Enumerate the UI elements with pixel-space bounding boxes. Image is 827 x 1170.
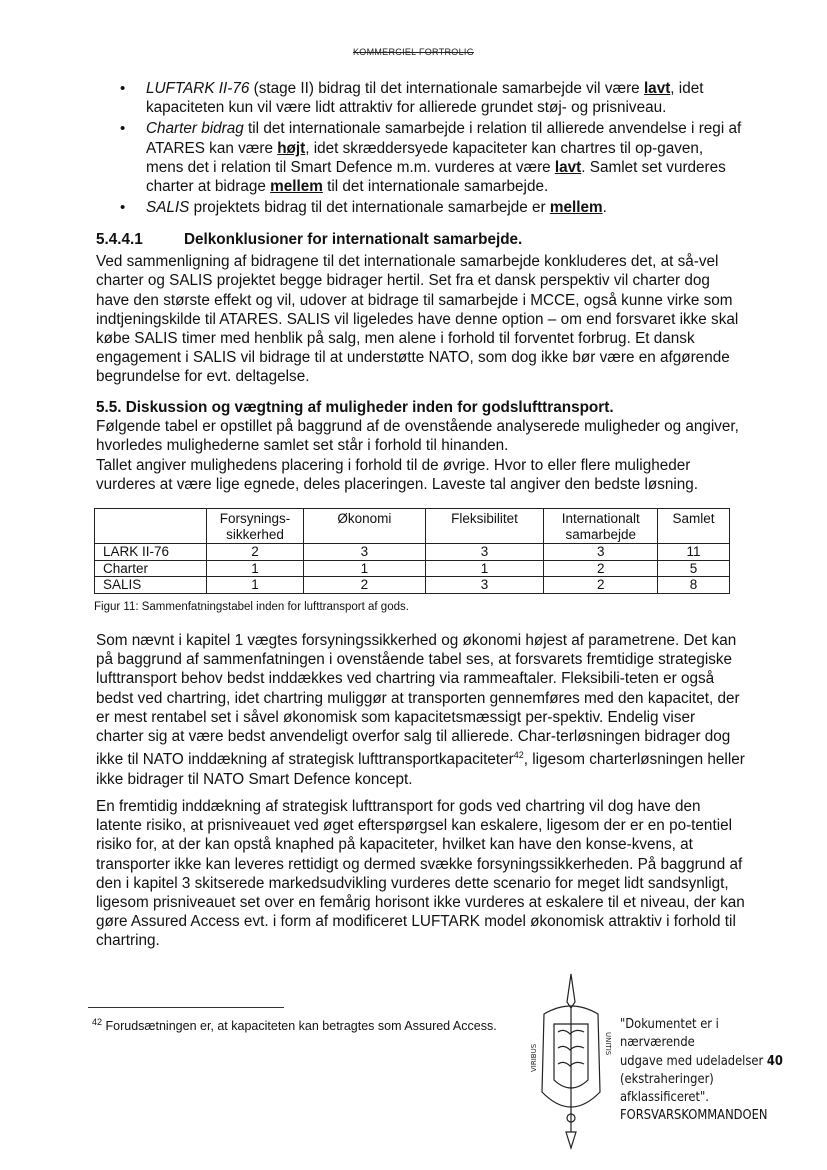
bullet-luftark-term: LUFTARK II-76 <box>146 80 250 97</box>
table-cell: 11 <box>657 544 729 561</box>
table-header-blank <box>95 509 207 544</box>
bullet-charter-text-3: . Samlet set vurderes charter at bidrage <box>146 158 726 196</box>
table-cell-label: SALIS <box>95 577 207 594</box>
footnote-reference: 42 <box>513 750 524 761</box>
assessment-bullet-list <box>118 79 743 217</box>
table-cell: 3 <box>544 544 657 561</box>
bullet-charter-text-end: til det internationale samarbejde. <box>322 178 549 196</box>
table-row <box>95 544 730 561</box>
table-cell: 1 <box>304 560 425 577</box>
section-5441-title: Delkonklusioner for internationalt samarbejde. <box>184 231 523 248</box>
table-cell: 2 <box>544 560 657 577</box>
stamp-line-3: (ekstraheringer) afklassificeret". <box>620 1071 714 1106</box>
paragraph-conclusion <box>96 631 746 789</box>
table-cell: 2 <box>304 577 425 594</box>
section-55 <box>96 398 746 494</box>
table-cell: 2 <box>544 577 657 594</box>
bullet-charter-rating-low: lavt <box>554 158 582 176</box>
bullet-luftark-rating: lavt <box>643 80 671 97</box>
table-cell-label: Charter <box>95 560 207 577</box>
bullet-salis-term: SALIS <box>146 199 190 217</box>
table-row <box>95 560 730 577</box>
table-cell: 8 <box>657 577 729 594</box>
seal-motto-left: VIRIBUS <box>530 1043 538 1072</box>
figure-caption: Figur 11: Sammenfatningstabel inden for lufttransport af gods. <box>94 601 409 613</box>
bullet-salis-rating: mellem <box>549 199 603 217</box>
table-header-economy: Økonomi <box>304 509 425 544</box>
page-number: 40 <box>766 1053 783 1069</box>
summary-table <box>94 508 730 594</box>
section-5441-number: 5.4.4.1 <box>96 231 143 248</box>
bullet-salis-text-end: . <box>602 199 607 217</box>
classification-header: KOMMERCIEL FORTROLIG <box>352 47 474 57</box>
section-55-intro: Følgende tabel er opstillet på baggrund af de ovenstående analyserede muligheder og angiver, hvorledes mulighederne samlet set står i forhold til hinanden. <box>96 418 739 455</box>
table-cell: 1 <box>206 577 303 594</box>
table-header-supply-security: Forsynings-sikkerhed <box>206 509 303 544</box>
section-5441-heading <box>96 230 746 249</box>
table-cell: 3 <box>425 577 544 594</box>
table-header-international-cooperation: Internationalt samarbejde <box>544 509 657 544</box>
table-cell: 3 <box>425 544 544 561</box>
table-cell: 3 <box>304 544 425 561</box>
bullet-luftark-text-end: , idet kapaciteten kun vil være lidt attraktiv for allierede grundet støj- og prisniveau. <box>146 80 704 117</box>
bullet-charter-rating-medium: mellem <box>270 178 323 196</box>
declassification-stamp <box>620 1016 796 1126</box>
section-55-explanation: Tallet angiver mulighedens placering i forhold til de øvrige. Hvor to eller flere muligheder vurderes at være lige egnede, deles placeringen. Laveste tal angiver den bedste løsning. <box>96 456 699 493</box>
bullet-salis-text: projektets bidrag til det internationale samarbejde er <box>189 199 550 217</box>
stamp-line-2-wrap <box>620 1053 796 1071</box>
footnote-number: 42 <box>92 1017 103 1027</box>
section-5441-body: Ved sammenligning af bidragene til det internationale samarbejde konkluderes det, at så-vel charter og SALIS projektet begge bidrager hertil. Set fra et dansk perspektiv vil charter dog have den største effekt og vil, udover at bidrage til samarbejde i MCCE, også kunne virke som indtjeningskilde til ATARES. SALIS vil ligeledes have denne option – om end forsvaret ikke skal købe SALIS timer med henblik på salg, men alene i forhold til forventet forbrug. Et dansk engagement i SALIS vil bidrage til at understøtte NATO, som dog ikke bør være en afgørende begrundelse for evt. deltagelse. <box>96 253 739 386</box>
table-cell: 2 <box>206 544 303 561</box>
bullet-luftark <box>118 79 743 117</box>
table-cell: 1 <box>425 560 544 577</box>
table-cell: 5 <box>657 560 729 577</box>
section-55-heading: 5.5. Diskussion og vægtning af muligheder inden for godslufttransport. <box>96 399 614 416</box>
bullet-charter <box>118 119 743 196</box>
paragraph-risk: En fremtidig inddækning af strategisk lufttransport for gods ved chartring vil dog have den latente risiko, at prisniveauet ved øget efterspørgsel kan eskalere, ligesom der er en po-tentiel risiko for, at der kan opstå knaphed på kapaciteter, hvilket kan have den konse-kvens, at transporter ikke kan leveres rettidigt og dermed svække forsyningssikkerheden. På baggrund af den i kapitel 3 skitserede markedsudvikling vurderes dette scenario for meget lidt sandsynligt, ligesom prisniveauet set over en femårig horisont ikke vurderes at eskalere til et niveau, der kan gøre Assured Access evt. i form af modificeret LUFTARK model økonomisk attraktiv i forhold til chartring. <box>96 798 745 950</box>
section-5441 <box>96 230 746 387</box>
paragraph-conclusion-text: Som nævnt i kapitel 1 vægtes forsyningssikkerhed og økonomi højest af parametrene. Det kan på baggrund af sammenfatningen i ovenstående tabel ses, at forsvarets fremtidige strategiske lufttransport behov bedst inddækkes ved chartring via rammeaftaler. Fleksibili-teten er også bedst ved chartring, idet chartring muliggør at transporten gennemføres med den kapacitet, der er mest rentabel set i såvel økonomisk som kapacitetsmæssigt per-spektiv. Endelig viser charter sig at være bedst anvendeligt overfor salg til allierede. Char-terløsningen bidrager dog ikke til NATO inddækning af strategisk lufttransportkapaciteter <box>96 632 740 769</box>
footnote-text: Forudsætningen er, at kapaciteten kan betragtes som Assured Access. <box>102 1019 497 1034</box>
bullet-charter-term: Charter bidrag <box>146 120 244 138</box>
danish-defence-seal-icon <box>530 972 612 1150</box>
stamp-line-1: "Dokumentet er i nærværende <box>620 1017 719 1051</box>
bullet-charter-text: til det internationale samarbejde i relation til allierede anvendelse i regi af ATARES kan være <box>146 120 742 157</box>
bullet-luftark-text: (stage II) bidrag til det internationale samarbejde vil være <box>249 80 644 97</box>
stamp-line-4: FORSVARSKOMMANDOEN <box>620 1108 768 1124</box>
stamp-line-2: udgave med udeladelser <box>620 1053 764 1069</box>
footnote <box>92 1017 497 1033</box>
summary-table-header-row <box>95 509 730 544</box>
table-cell: 1 <box>206 560 303 577</box>
bullet-salis <box>118 198 743 217</box>
bullet-charter-rating-high: højt <box>277 139 306 157</box>
footnote-divider <box>88 1007 284 1008</box>
table-header-total: Samlet <box>657 509 729 544</box>
seal-motto-right: UNITIS <box>604 1032 612 1056</box>
bullet-charter-text-2: , idet skræddersyede kapaciteter kan chartres til op-gaven, mens det i relation til Smart Defence m.m. vurderes at være <box>146 139 704 176</box>
table-cell-label: LARK II-76 <box>95 544 207 561</box>
table-row <box>95 577 730 594</box>
paragraph-conclusion-tail: , ligesom charterløsningen heller ikke bidrager til NATO Smart Defence koncept. <box>96 751 745 788</box>
table-header-flexibility: Fleksibilitet <box>425 509 544 544</box>
